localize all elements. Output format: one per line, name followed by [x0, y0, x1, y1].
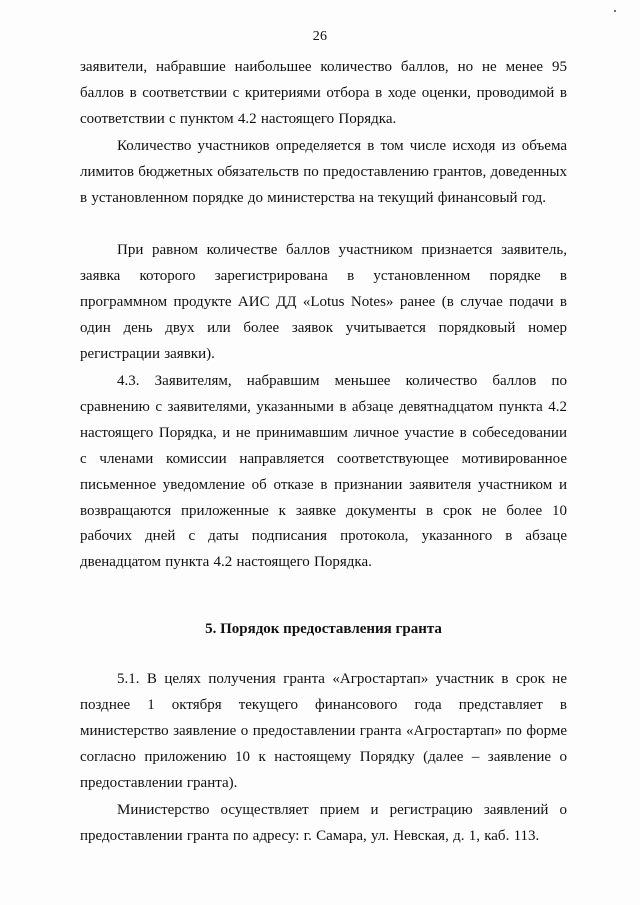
paragraph-reception-address: Министерство осуществляет прием и регистрацию заявлений о предоставлении гранта по адресу: г. Самара, ул. Невская, д. 1, каб. 113. [80, 802, 567, 844]
paragraph-equal-scores: При равном количестве баллов участником признается заявитель, заявка которого зарегистрирована в установленном порядке в программном продукте АИС ДД «Lotus Notes» ранее (в случае подачи в один день двух или более заявок учитывается порядковый номер регистрации заявки). [80, 242, 567, 362]
paragraph-clause-4-3: 4.3. Заявителям, набравшим меньшее количество баллов по сравнению с заявителями, указанными в абзаце девятнадцатом пункта 4.2 настоящего Порядка, и не принимавшим личное участие в собеседовании с членами комиссии направляется соответствующее мотивированное письменное уведомление об отказе в признании заявителя участником и возвращаются приложенные к заявке документы в срок не более 10 рабочих дней с даты подписания протокола, указанного в абзаце двенадцатом пункта 4.2 настоящего Порядка. [80, 373, 567, 571]
section-heading: 5. Порядок предоставления гранта [205, 621, 442, 637]
page-number: 26 [312, 29, 328, 44]
paragraph-clause-5-1: 5.1. В целях получения гранта «Агростартап» участник в срок не позднее 1 октября текущего финансового года представляет в министерство заявление о предоставлении гранта «Агростартап» по форме согласно приложению 10 к настоящему Порядку (далее – заявление о предоставлении гранта). [80, 671, 567, 791]
paragraph-participant-count: Количество участников определяется в том числе исходя из объема лимитов бюджетных обязательств по предоставлению грантов, доведенных в установленном порядке до министерства на текущий финансовый год. [80, 138, 567, 206]
scan-speck [614, 10, 616, 12]
paragraph-continuation: заявители, набравшие наибольшее количество баллов, но не менее 95 баллов в соответствии с критериями отбора в ходе оценки, проводимой в соответствии с пунктом 4.2 настоящего Порядка. [80, 59, 567, 127]
